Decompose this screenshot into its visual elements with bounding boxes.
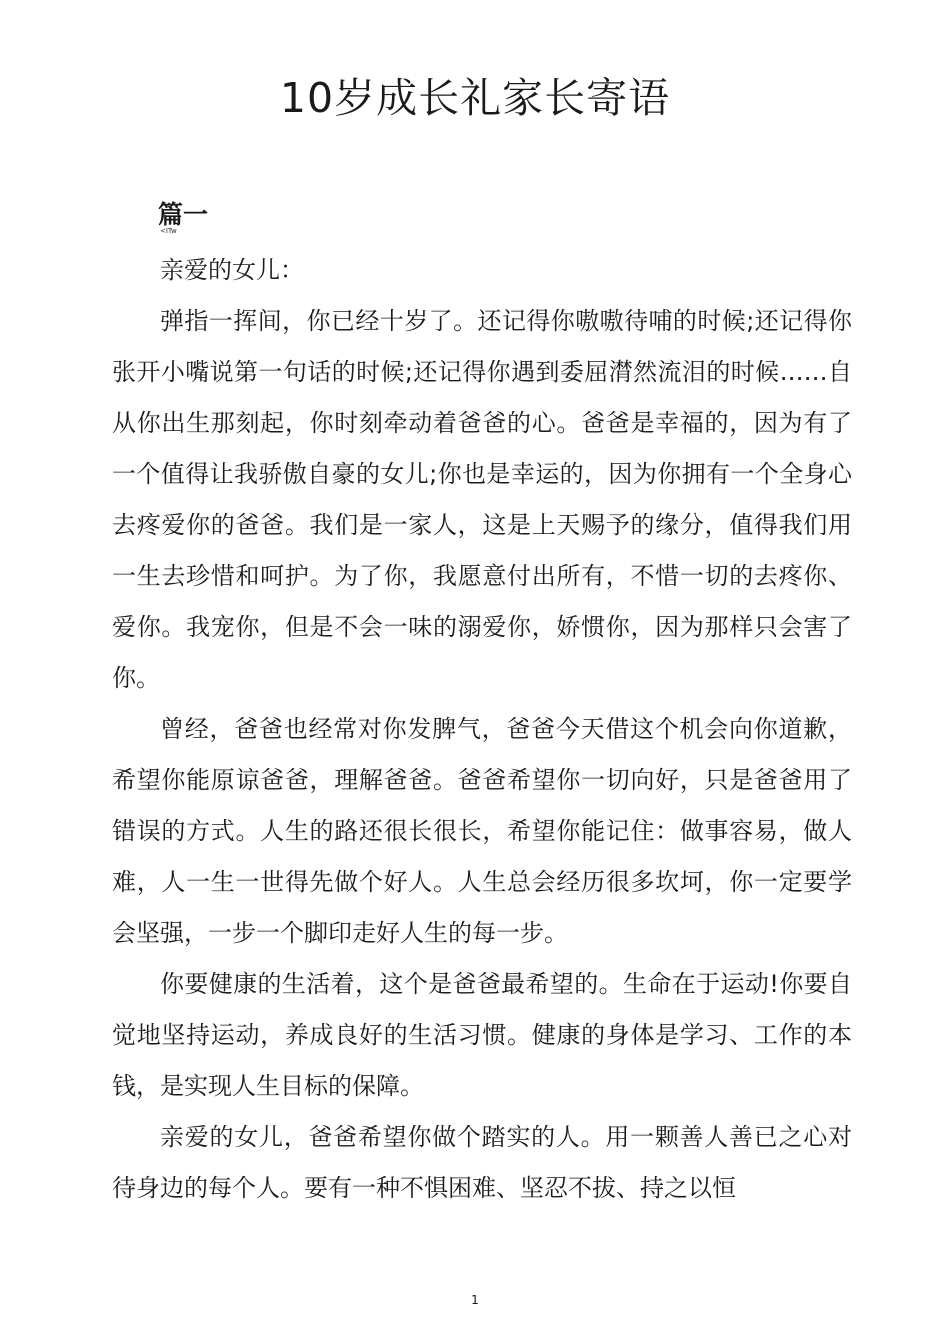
paragraph-1: 弹指一挥间，你已经十岁了。还记得你嗷嗷待哺的时候;还记得你张开小嘴说第一句话的时候;还记得你遇到委屈潸然流泪的时候……自从你出生那刻起，你时刻牵动着爸爸的心。爸爸是幸福的，因为有了一个值得让我骄傲自豪的女儿;你也是幸运的，因为你拥有一个全身心去疼爱你的爸爸。我们是一家人，这是上天赐予的缘分，值得我们用一生去珍惜和呵护。为了你，我愿意付出所有，不惜一切的去疼你、爱你。我宠你，但是不会一味的溺爱你，娇惯你，因为那样只会害了你。 (112, 307, 852, 692)
page-number: 1 (471, 1293, 479, 1307)
paragraph-2: 曾经，爸爸也经常对你发脾气，爸爸今天借这个机会向你道歉，希望你能原谅爸爸，理解爸爸。爸爸希望你一切向好，只是爸爸用了错误的方式。人生的路还很长很长，希望你能记住：做事容易，做人难，人一生一世得先做个好人。人生总会经历很多坎坷，你一定要学会坚强，一步一个脚印走好人生的每一步。 (112, 715, 852, 947)
section-heading: 篇一 (158, 200, 209, 229)
paragraph-3: 你要健康的生活着，这个是爸爸最希望的。生命在于运动!你要自觉地坚持运动，养成良好的生活习惯。健康的身体是学习、工作的本钱，是实现人生目标的保障。 (112, 970, 852, 1100)
paragraph-4: 亲爱的女儿，爸爸希望你做个踏实的人。用一颗善人善已之心对待身边的每个人。要有一种不惧困难、坚忍不拔、持之以恒 (112, 1123, 852, 1202)
letter-body (112, 245, 852, 1214)
salutation: 亲爱的女儿： (160, 256, 304, 284)
heading-mark: <ITw (160, 227, 177, 235)
document-title: 10岁成长礼家长寄语 (279, 74, 671, 122)
